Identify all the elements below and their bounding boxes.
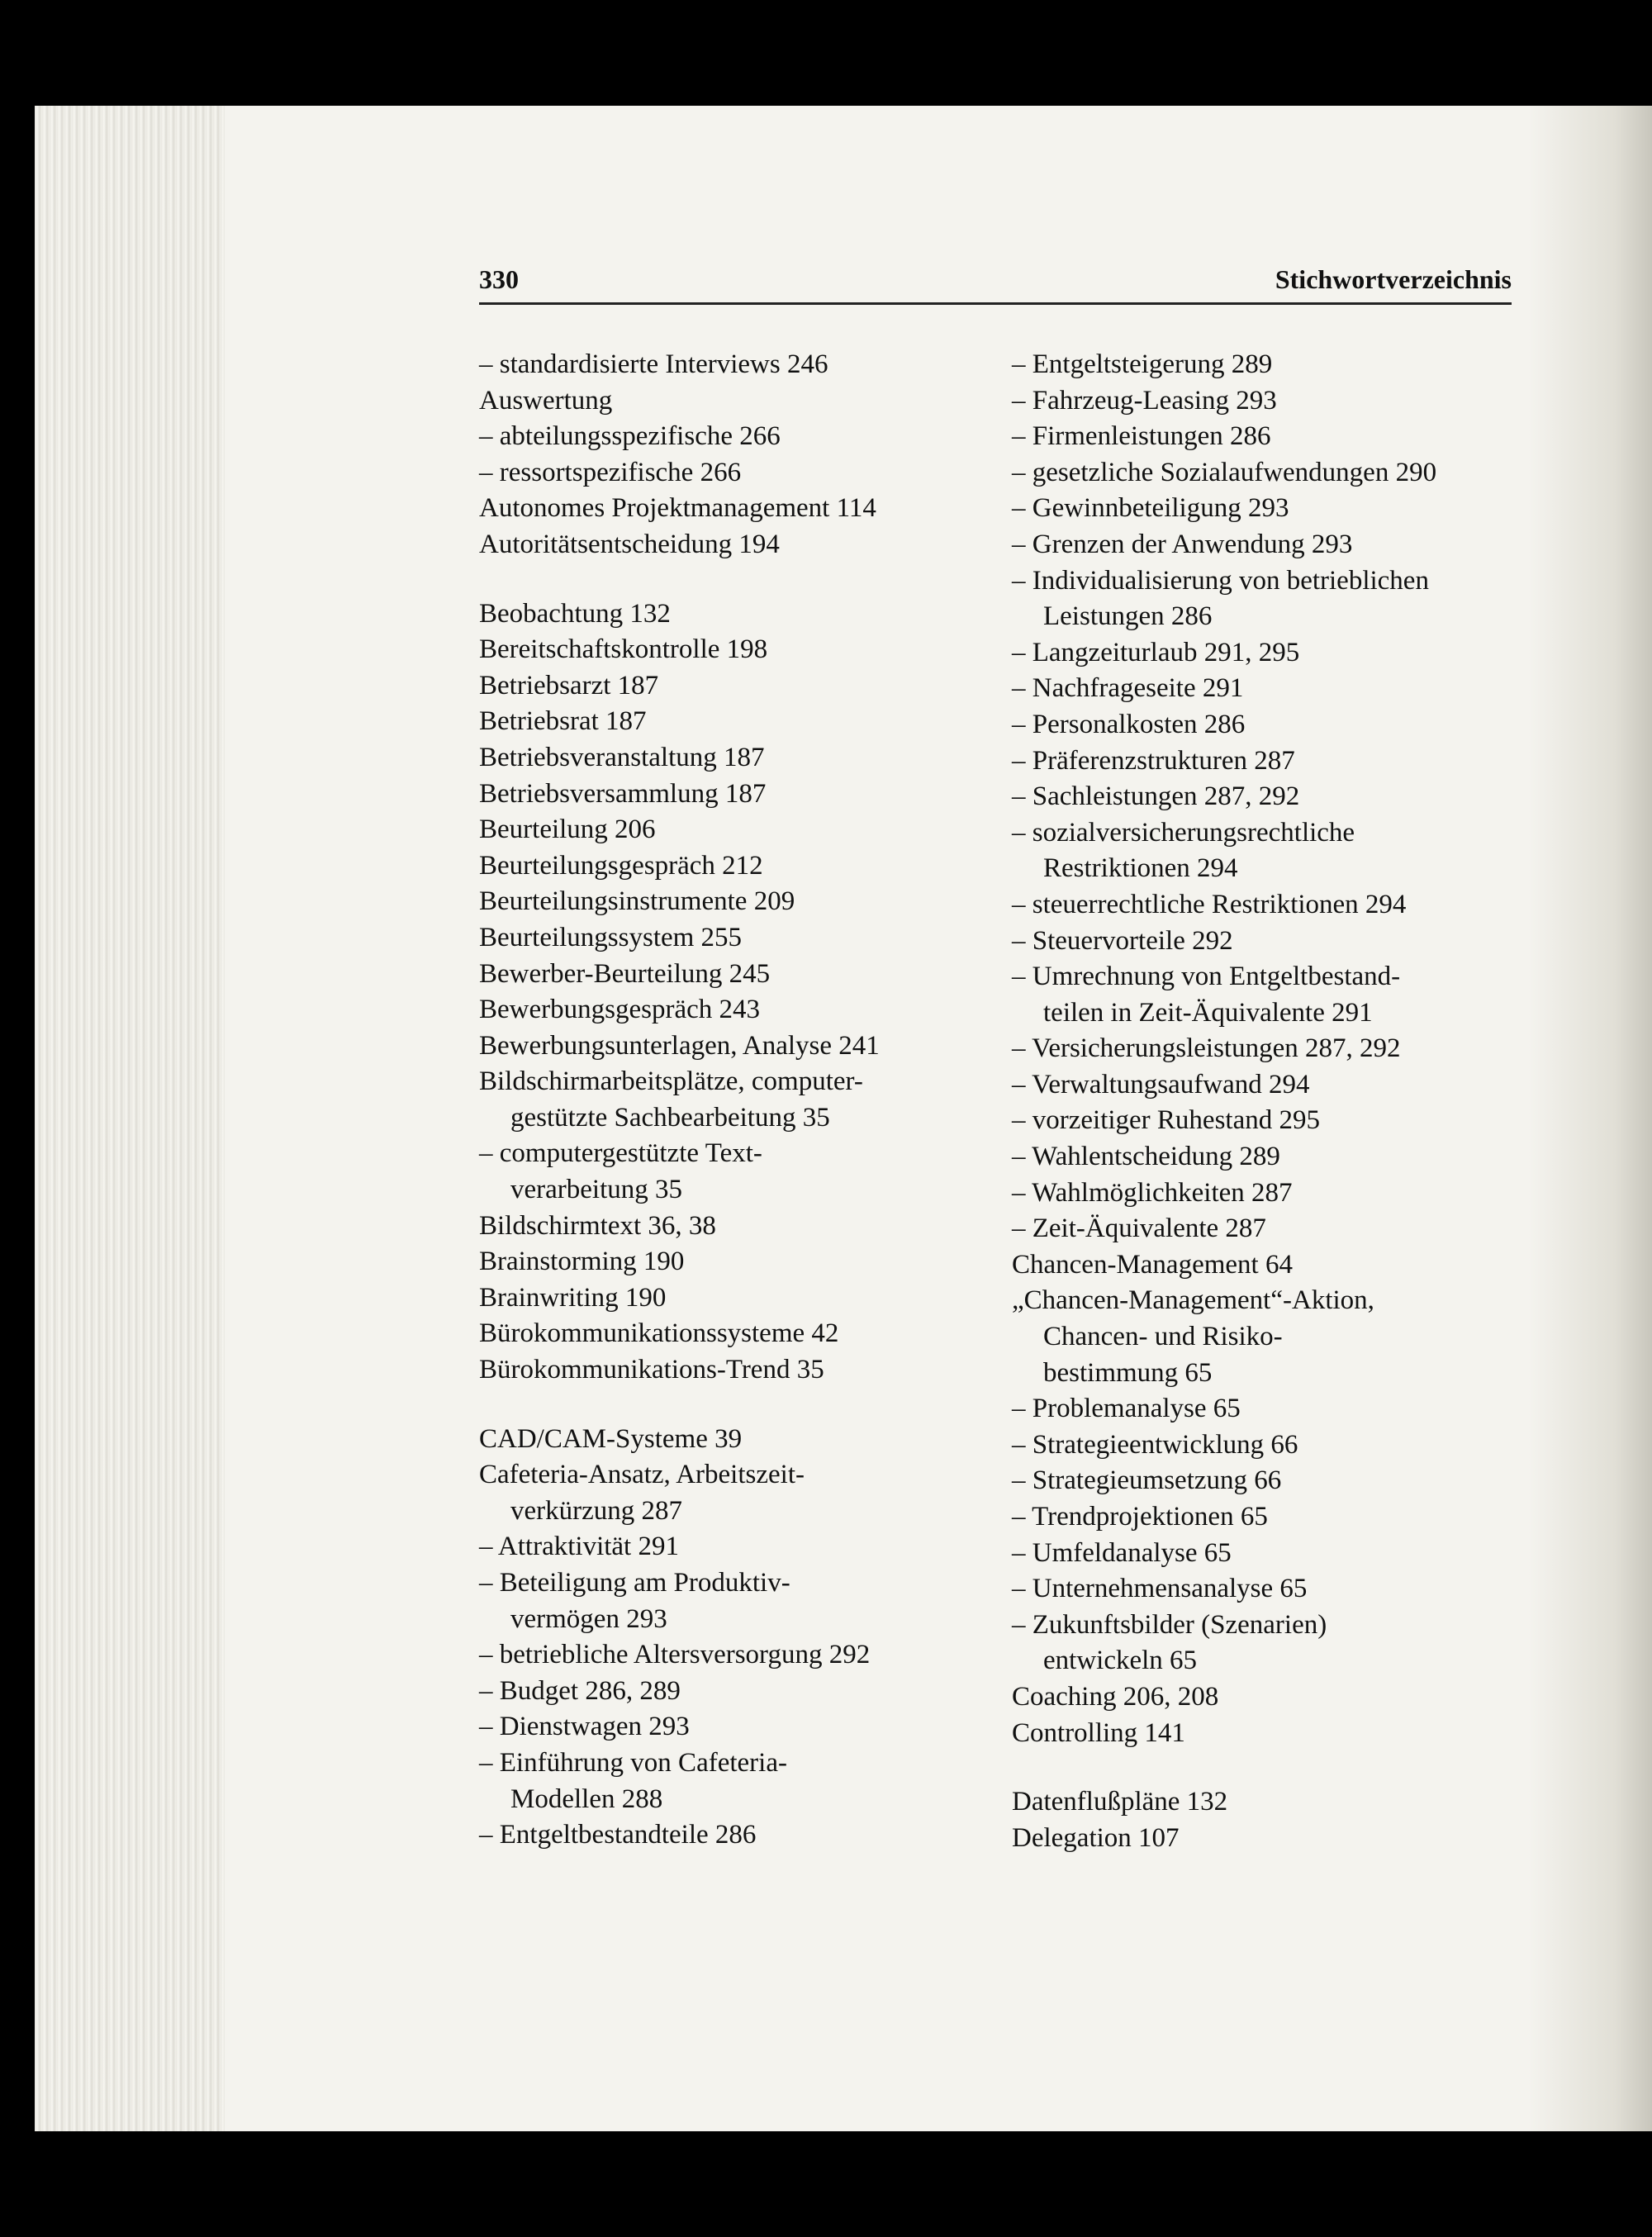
index-entry: verkürzung 287: [510, 1495, 683, 1526]
index-entry: – Nachfrageseite 291: [1012, 673, 1244, 704]
index-entry: Bewerbungsunterlagen, Analyse 241: [479, 1030, 880, 1061]
index-entry: – Personalkosten 286: [1012, 709, 1246, 739]
index-entry: entwickeln 65: [1043, 1646, 1198, 1676]
index-entry: – standardisierte Interviews 246: [479, 349, 828, 379]
index-entry: verarbeitung 35: [510, 1175, 683, 1205]
index-entry: – steuerrechtliche Restriktionen 294: [1012, 889, 1407, 919]
index-entry: Leistungen 286: [1043, 601, 1213, 632]
index-entry: – Versicherungsleistungen 287, 292: [1012, 1033, 1401, 1064]
index-entry: – vorzeitiger Ruhestand 295: [1012, 1105, 1320, 1136]
index-entry: – Grenzen der Anwendung 293: [1012, 529, 1353, 559]
index-entry: – Attraktivität 291: [479, 1532, 679, 1562]
index-entry: – Beteiligung am Produktiv-: [479, 1568, 790, 1598]
index-entry: Beurteilungsinstrumente 209: [479, 886, 795, 917]
page-number: 330: [479, 264, 519, 294]
index-entry: – Trendprojektionen 65: [1012, 1502, 1268, 1532]
index-entry: Betriebsrat 187: [479, 706, 647, 737]
index-entry: – Gewinnbeteiligung 293: [1012, 493, 1289, 524]
index-entry: teilen in Zeit-Äquivalente 291: [1043, 997, 1373, 1028]
spine-shadow: [1528, 106, 1652, 2131]
index-entry: – Umfeldanalyse 65: [1012, 1537, 1232, 1568]
index-entry: – Firmenleistungen 286: [1012, 421, 1271, 452]
header-rule: [479, 302, 1512, 305]
index-entry: Beurteilungsgespräch 212: [479, 850, 763, 881]
index-entry: Beurteilungssystem 255: [479, 922, 743, 952]
index-entry: – ressortspezifische 266: [479, 457, 742, 487]
index-entry: – Strategieumsetzung 66: [1012, 1465, 1282, 1496]
index-entry: – Strategieentwicklung 66: [1012, 1429, 1298, 1460]
index-entry: Betriebsveranstaltung 187: [479, 742, 765, 772]
index-entry: – computergestützte Text-: [479, 1138, 762, 1169]
index-entry: – Zukunftsbilder (Szenarien): [1012, 1609, 1327, 1640]
index-entry: gestützte Sachbearbeitung 35: [510, 1102, 830, 1133]
index-entry: – Präferenzstrukturen 287: [1012, 745, 1295, 776]
index-entry: Brainwriting 190: [479, 1282, 667, 1313]
index-entry: Auswertung: [479, 385, 613, 416]
index-entry: Bildschirmtext 36, 38: [479, 1210, 716, 1241]
index-entry: – Fahrzeug-Leasing 293: [1012, 385, 1277, 416]
index-entry: CAD/CAM-Systeme 39: [479, 1423, 743, 1454]
index-entry: Bürokommunikationssysteme 42: [479, 1318, 839, 1349]
index-entry: Delegation 107: [1012, 1822, 1180, 1853]
index-entry: Bürokommunikations-Trend 35: [479, 1355, 824, 1385]
index-entry: Restriktionen 294: [1043, 853, 1238, 884]
index-entry: Beobachtung 132: [479, 598, 671, 629]
section-title: Stichwortverzeichnis: [1275, 264, 1512, 294]
index-entry: – Entgeltsteigerung 289: [1012, 349, 1273, 379]
index-entry: – Wahlentscheidung 289: [1012, 1142, 1280, 1172]
index-entry: – Sachleistungen 287, 292: [1012, 781, 1300, 812]
index-entry: – Einführung von Cafeteria-: [479, 1747, 787, 1778]
index-entry: Betriebsversammlung 187: [479, 778, 767, 809]
index-entry: Controlling 141: [1012, 1717, 1185, 1748]
index-entry: – Wahlmöglichkeiten 287: [1012, 1177, 1293, 1208]
index-entry: – gesetzliche Sozialaufwendungen 290: [1012, 457, 1437, 487]
index-entry: „Chancen-Management“-Aktion,: [1012, 1285, 1374, 1316]
index-entry: Chancen-Management 64: [1012, 1249, 1293, 1280]
running-header: [479, 264, 1512, 302]
index-entry: – betriebliche Altersversorgung 292: [479, 1640, 871, 1670]
index-entry: vermögen 293: [510, 1603, 667, 1634]
index-column-left: [479, 347, 975, 1854]
index-entry: Bereitschaftskontrolle 198: [479, 634, 768, 665]
index-entry: – Steuervorteile 292: [1012, 925, 1233, 956]
index-entry: – sozialversicherungsrechtliche: [1012, 817, 1355, 848]
index-entry: Chancen- und Risiko-: [1043, 1322, 1283, 1352]
index-entry: – Verwaltungsaufwand 294: [1012, 1069, 1310, 1100]
index-entry: Autoritätsentscheidung 194: [479, 529, 780, 559]
index-column-right: [1012, 347, 1524, 1856]
index-entry: Bewerber-Beurteilung 245: [479, 958, 771, 989]
index-entry: – Problemanalyse 65: [1012, 1394, 1241, 1424]
page-edges: [35, 106, 225, 2131]
index-entry: – Langzeiturlaub 291, 295: [1012, 637, 1300, 667]
index-entry: Bewerbungsgespräch 243: [479, 995, 760, 1025]
index-entry: Modellen 288: [510, 1783, 663, 1814]
index-entry: Coaching 206, 208: [1012, 1681, 1219, 1712]
index-entry: – Umrechnung von Entgeltbestand-: [1012, 962, 1401, 992]
index-entry: Datenflußpläne 132: [1012, 1787, 1228, 1817]
index-entry: – Budget 286, 289: [479, 1675, 681, 1706]
index-entry: – Entgeltbestandteile 286: [479, 1820, 757, 1850]
index-entry: Bildschirmarbeitsplätze, computer-: [479, 1066, 863, 1097]
index-entry: Betriebsarzt 187: [479, 670, 659, 701]
index-entry: – Individualisierung von betrieblichen: [1012, 565, 1429, 596]
index-entry: bestimmung 65: [1043, 1357, 1213, 1388]
index-entry: – abteilungsspezifische 266: [479, 421, 781, 452]
index-entry: Beurteilung 206: [479, 815, 656, 845]
index-entry: Autonomes Projektmanagement 114: [479, 493, 876, 524]
index-entry: Brainstorming 190: [479, 1247, 685, 1277]
index-entry: – Zeit-Äquivalente 287: [1012, 1213, 1266, 1244]
index-entry: – Dienstwagen 293: [479, 1712, 690, 1742]
index-entry: Cafeteria-Ansatz, Arbeitszeit-: [479, 1460, 805, 1490]
index-entry: – Unternehmensanalyse 65: [1012, 1574, 1308, 1604]
